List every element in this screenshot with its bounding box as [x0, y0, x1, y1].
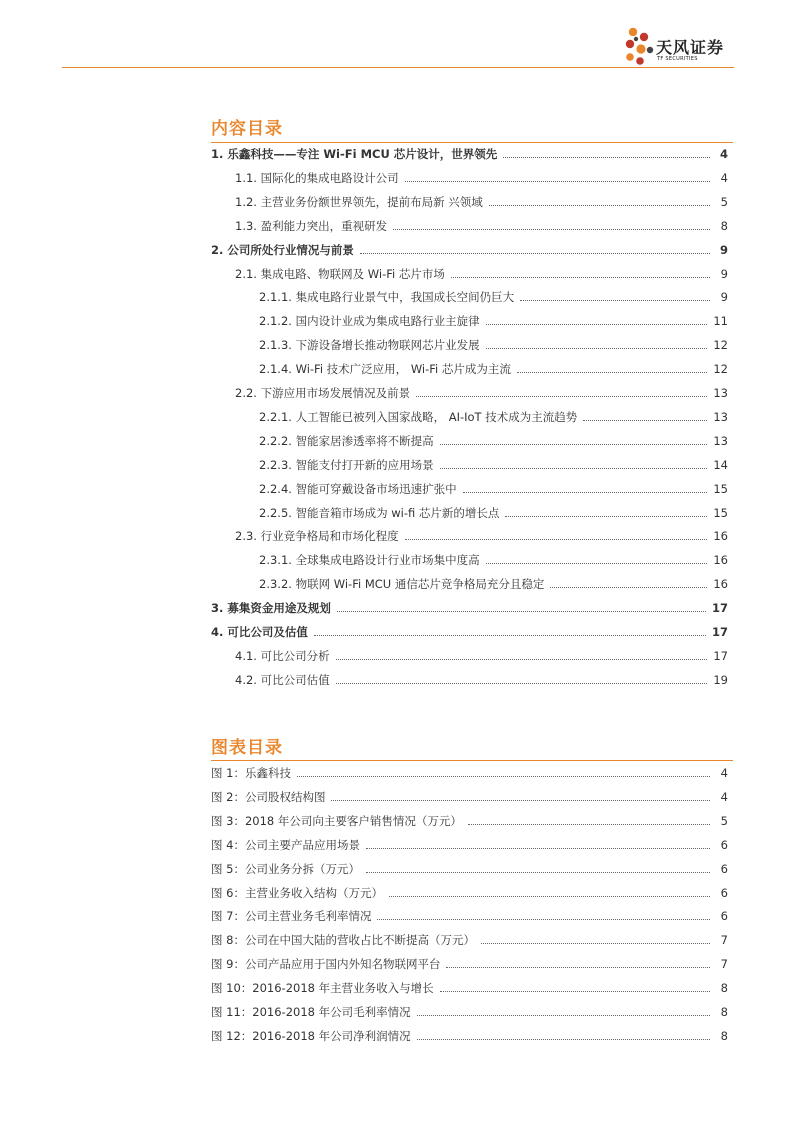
toc-leader-dots	[440, 443, 708, 445]
figure-entry-label: 图 2：公司股权结构图	[211, 789, 326, 804]
toc-entry[interactable]	[235, 169, 728, 187]
toc-leader-dots	[505, 515, 707, 517]
figure-leader-dots	[389, 895, 710, 897]
toc-entry[interactable]	[259, 504, 728, 522]
toc-leader-dots	[486, 323, 708, 325]
toc-entry[interactable]	[259, 288, 728, 306]
toc-title-rule	[211, 142, 733, 143]
toc-entry-label: 1.3. 盈利能力突出，重视研发	[235, 218, 388, 233]
figure-entry[interactable]	[211, 836, 728, 854]
figure-entry-label: 图 7：公司主营业务毛利率情况	[211, 909, 372, 924]
toc-entry-page: 17	[711, 601, 728, 616]
toc-entry-page: 4	[720, 170, 728, 185]
toc-entry-label: 2.2.4. 智能可穿戴设备市场迅速扩张中	[259, 481, 457, 496]
toc-leader-dots	[550, 586, 707, 588]
figure-entry-page: 6	[720, 861, 728, 876]
toc-entry-page: 9	[720, 290, 728, 305]
figure-entry-page: 6	[720, 837, 728, 852]
figure-entry[interactable]	[211, 812, 728, 830]
toc-entry-label: 2.3.1. 全球集成电路设计行业市场集中度高	[259, 553, 480, 568]
toc-entry[interactable]	[259, 456, 728, 474]
toc-entry-label: 2.3. 行业竞争格局和市场化程度	[235, 529, 399, 544]
figure-entry[interactable]	[211, 931, 728, 949]
toc-entry-label: 2.3.2. 物联网 Wi-Fi MCU 通信芯片竞争格局充分且稳定	[259, 577, 545, 592]
toc-leader-dots	[583, 419, 707, 421]
figure-entry-page: 7	[720, 957, 728, 972]
toc-entry-label: 2.1.1. 集成电路行业景气中，我国成长空间仍巨大	[259, 290, 515, 305]
toc-entry-page: 16	[713, 553, 728, 568]
toc-leader-dots	[463, 491, 708, 493]
toc-entry-label: 2. 公司所处行业情况与前景	[211, 242, 354, 257]
figure-entry-label: 图 4：公司主要产品应用场景	[211, 837, 360, 852]
figures-title: 图表目录	[211, 738, 283, 758]
figure-entry-page: 5	[720, 813, 728, 828]
figure-entry[interactable]	[211, 1003, 728, 1021]
toc-leader-dots	[405, 538, 708, 540]
toc-leader-dots	[486, 347, 708, 349]
toc-leader-dots	[416, 395, 707, 397]
toc-entry-page: 19	[713, 672, 728, 687]
toc-leader-dots	[393, 228, 710, 230]
toc-entry-page: 4	[719, 147, 728, 161]
toc-entry-page: 11	[713, 314, 728, 329]
toc-entry-label: 4.2. 可比公司估值	[235, 672, 330, 687]
toc-entry-label: 2.2.5. 智能音箱市场成为 wi-fi 芯片新的增长点	[259, 505, 500, 520]
figure-leader-dots	[446, 966, 710, 968]
toc-entry-label: 1.2. 主营业务份额世界领先，提前布局新 兴领域	[235, 194, 483, 209]
toc-entry-label: 2.1. 集成电路、物联网及 Wi-Fi 芯片市场	[235, 266, 445, 281]
figure-leader-dots	[297, 775, 710, 777]
toc-entry-page: 15	[713, 481, 728, 496]
figure-leader-dots	[481, 942, 710, 944]
toc-entry-label: 2.1.2. 国内设计业成为集成电路行业主旋律	[259, 314, 480, 329]
toc-entry-page: 16	[713, 529, 728, 544]
figure-entry[interactable]	[211, 860, 728, 878]
toc-title: 内容目录	[211, 119, 283, 139]
toc-entry-label: 2.2.1. 人工智能已被列入国家战略， AI-IoT 技术成为主流趋势	[259, 409, 578, 424]
header-divider	[62, 67, 734, 68]
toc-entry[interactable]	[235, 265, 728, 283]
toc-entry-label: 2.2.2. 智能家居渗透率将不断提高	[259, 433, 434, 448]
toc-leader-dots	[517, 371, 707, 373]
toc-entry-label: 1. 乐鑫科技——专注 Wi-Fi MCU 芯片设计，世界领先	[211, 147, 498, 161]
toc-entry[interactable]	[259, 432, 728, 450]
toc-entry-label: 2.1.3. 下游设备增长推动物联网芯片业发展	[259, 338, 480, 353]
figure-leader-dots	[377, 918, 710, 920]
toc-entry-label: 2.2. 下游应用市场发展情况及前景	[235, 386, 411, 400]
figure-entry-label: 图 9：公司产品应用于国内外知名物联网平台	[211, 957, 441, 972]
toc-entry-page: 13	[713, 409, 728, 424]
toc-entry-page: 5	[720, 194, 728, 209]
toc-entry-label: 1.1. 国际化的集成电路设计公司	[235, 170, 399, 185]
toc-leader-dots	[336, 682, 708, 684]
toc-entry-page: 13	[713, 386, 728, 400]
toc-leader-dots	[360, 252, 710, 254]
figure-leader-dots	[417, 1038, 710, 1040]
figure-entry[interactable]	[211, 788, 728, 806]
toc-entry[interactable]	[259, 551, 728, 569]
toc-entry-page: 8	[720, 218, 728, 233]
figure-entry[interactable]	[211, 979, 728, 997]
figure-entry-label: 图 8：公司在中国大陆的营收占比不断提高（万元）	[211, 933, 475, 948]
toc-entry[interactable]	[259, 312, 728, 330]
toc-entry[interactable]	[259, 336, 728, 354]
toc-entry[interactable]	[235, 671, 728, 689]
toc-leader-dots	[451, 276, 710, 278]
toc-leader-dots	[314, 634, 706, 636]
toc-entry[interactable]	[235, 384, 728, 402]
toc-entry[interactable]	[235, 193, 728, 211]
toc-entry-label: 4.1. 可比公司分析	[235, 648, 330, 663]
toc-entry[interactable]	[235, 647, 728, 665]
figure-entry-label: 图 10：2016-2018 年主营业务收入与增长	[211, 981, 434, 996]
toc-leader-dots	[440, 467, 708, 469]
toc-entry[interactable]	[211, 145, 728, 163]
figures-title-rule	[211, 760, 733, 761]
toc-entry[interactable]	[259, 360, 728, 378]
figure-entry[interactable]	[211, 1027, 728, 1045]
company-logo	[623, 24, 735, 68]
figure-leader-dots	[417, 1014, 710, 1016]
figure-entry[interactable]	[211, 907, 728, 925]
toc-entry[interactable]	[235, 217, 728, 235]
toc-leader-dots	[405, 180, 710, 182]
toc-entry-page: 14	[713, 457, 728, 472]
figure-entry-page: 7	[720, 933, 728, 948]
toc-entry-label: 2.2.3. 智能支付打开新的应用场景	[259, 457, 434, 472]
toc-entry-page: 16	[713, 577, 728, 592]
figure-entry-label: 图 1：乐鑫科技	[211, 766, 291, 780]
figure-entry[interactable]	[211, 955, 728, 973]
figure-leader-dots	[468, 823, 710, 825]
toc-entry-label: 2.1.4. Wi-Fi 技术广泛应用， Wi-Fi 芯片成为主流	[259, 362, 511, 377]
figure-entry-label: 图 11：2016-2018 年公司毛利率情况	[211, 1005, 411, 1019]
figure-leader-dots	[440, 990, 710, 992]
figure-leader-dots	[366, 871, 710, 873]
toc-leader-dots	[337, 610, 706, 612]
toc-leader-dots	[503, 156, 710, 158]
figure-leader-dots	[366, 847, 710, 849]
figure-entry-label: 图 12：2016-2018 年公司净利润情况	[211, 1028, 411, 1043]
figure-entry[interactable]	[211, 884, 728, 902]
figure-entry-page: 4	[720, 766, 728, 780]
figure-entry-label: 图 5：公司业务分拆（万元）	[211, 861, 360, 876]
figure-entry-page: 6	[720, 909, 728, 924]
figure-entry-label: 图 3：2018 年公司向主要客户销售情况（万元）	[211, 813, 462, 828]
figure-entry[interactable]	[211, 764, 728, 782]
toc-entry[interactable]	[211, 599, 728, 617]
toc-entry-page: 17	[711, 625, 728, 639]
flower-logo-icon	[623, 24, 655, 68]
toc-leader-dots	[336, 658, 708, 660]
toc-entry[interactable]	[259, 408, 728, 426]
toc-entry-page: 15	[713, 505, 728, 520]
toc-entry[interactable]	[235, 527, 728, 545]
toc-entry-page: 12	[713, 362, 728, 377]
toc-leader-dots	[520, 299, 710, 301]
logo-chinese-text: 天风证券	[656, 38, 725, 57]
toc-entry-page: 9	[719, 242, 728, 257]
figure-entry-page: 8	[720, 981, 728, 996]
toc-entry-page: 12	[713, 338, 728, 353]
toc-leader-dots	[489, 204, 710, 206]
toc-entry-page: 13	[713, 433, 728, 448]
toc-entry-label: 3. 募集资金用途及规划	[211, 601, 331, 616]
figure-entry-page: 8	[720, 1005, 728, 1019]
figure-leader-dots	[331, 799, 710, 801]
logo-english-text: TF SECURITIES	[657, 56, 698, 62]
toc-entry[interactable]	[259, 575, 728, 593]
figure-entry-page: 4	[720, 789, 728, 804]
figure-entry-page: 6	[720, 885, 728, 900]
toc-entry-label: 4. 可比公司及估值	[211, 625, 308, 639]
toc-entry[interactable]	[211, 241, 728, 259]
toc-entry-page: 17	[713, 648, 728, 663]
toc-leader-dots	[486, 562, 708, 564]
toc-entry-page: 9	[720, 266, 728, 281]
figure-entry-label: 图 6：主营业务收入结构（万元）	[211, 885, 383, 900]
toc-entry[interactable]	[211, 623, 728, 641]
figure-entry-page: 8	[720, 1028, 728, 1043]
toc-entry[interactable]	[259, 480, 728, 498]
